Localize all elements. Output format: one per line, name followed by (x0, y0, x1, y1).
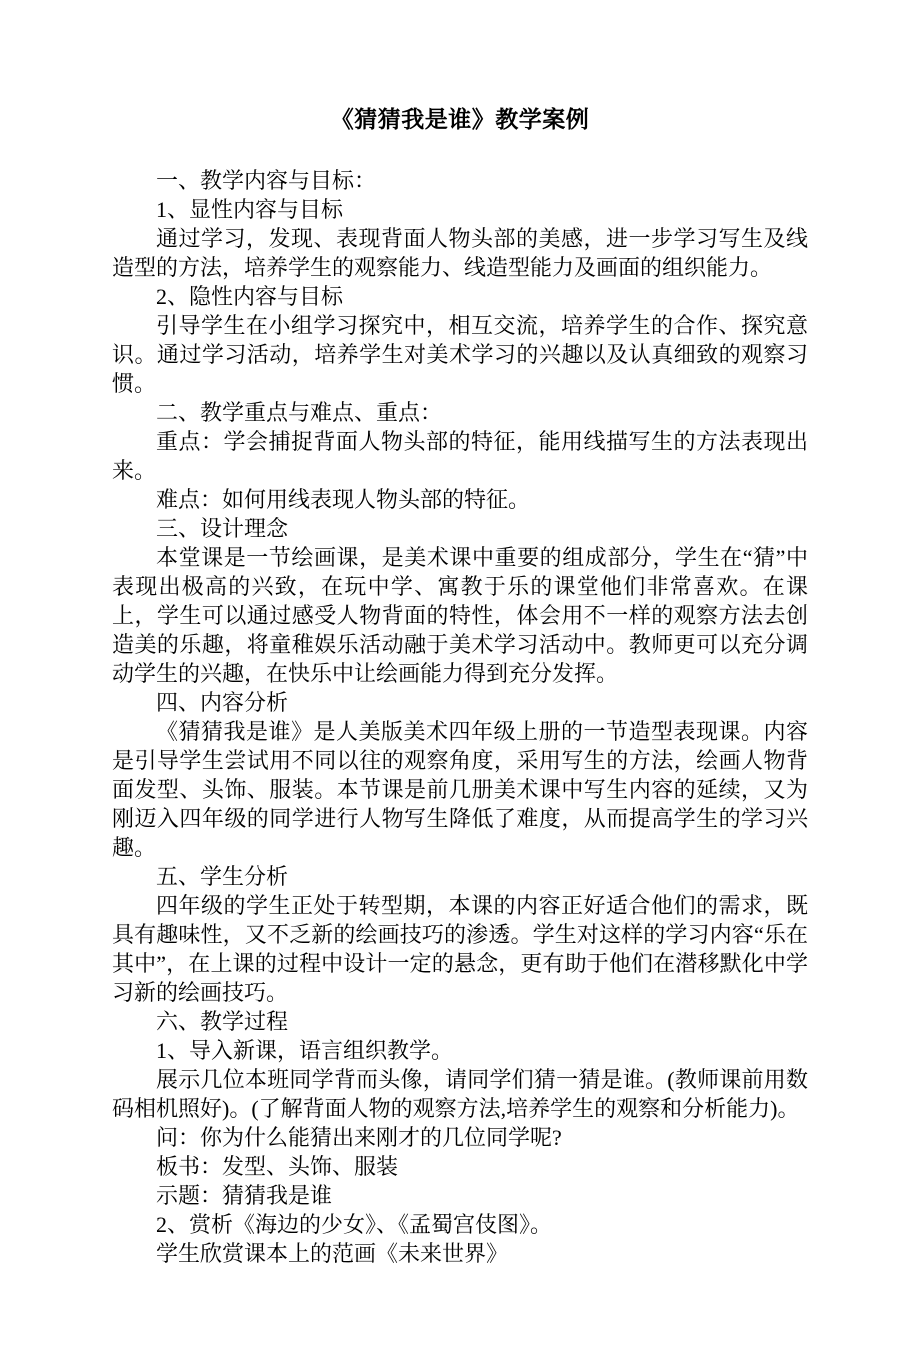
paragraph: 板书：发型、头饰、服装 (156, 1154, 399, 1179)
paragraph: 2、赏析《海边的少女》、《孟蜀宫伎图》。 (156, 1212, 553, 1237)
paragraph: 通过学习，发现、表现背面人物头部的美感，进一步学习写生及线造型的方法，培养学生的观察能力、线造型能力及画面的组织能力。 (112, 226, 808, 280)
document-title: 《猜猜我是谁》教学案例 (330, 107, 590, 132)
paragraph: 1、导入新课，语言组织教学。 (156, 1038, 454, 1063)
paragraph: 示题：猜猜我是谁 (156, 1183, 333, 1208)
paragraph: 六、教学过程 (156, 1009, 289, 1034)
paragraph: 1、显性内容与目标 (156, 197, 344, 222)
paragraph: 本堂课是一节绘画课，是美术课中重要的组成部分，学生在“猜”中表现出极高的兴致，在玩中学、寓教于乐的课堂他们非常喜欢。在课上，学生可以通过感受人物背面的特性，体会用不一样的观察方法去创造美的乐趣，将童稚娱乐活动融于美术学习活动中。教师更可以充分调动学生的兴趣，在快乐中让绘画能力得到充分发挥。 (112, 545, 808, 686)
paragraph: 五、学生分析 (156, 864, 289, 889)
paragraph: 重点：学会捕捉背面人物头部的特征，能用线描写生的方法表现出来。 (112, 429, 808, 483)
paragraph: 四、内容分析 (156, 690, 289, 715)
paragraph: 三、设计理念 (156, 516, 289, 541)
paragraph: 《猜猜我是谁》是人美版美术四年级上册的一节造型表现课。内容是引导学生尝试用不同以往的观察角度，采用写生的方法，绘画人物背面发型、头饰、服装。本节课是前几册美术课中写生内容的延续，又为刚迈入四年级的同学进行人物写生降低了难度，从而提高学生的学习兴趣。 (112, 719, 808, 860)
paragraph: 一、教学内容与目标： (156, 168, 377, 193)
paragraph: 难点：如何用线表现人物头部的特征。 (156, 487, 531, 512)
paragraph: 学生欣赏课本上的范画《未来世界》 (156, 1241, 509, 1266)
document-body (112, 166, 808, 1268)
paragraph: 问：你为什么能猜出来刚才的几位同学呢? (156, 1125, 562, 1150)
paragraph: 四年级的学生正处于转型期，本课的内容正好适合他们的需求，既具有趣味性，又不乏新的绘画技巧的渗透。学生对这样的学习内容“乐在其中”，在上课的过程中设计一定的悬念，更有助于他们在潜移默化中学习新的绘画技巧。 (112, 893, 808, 1005)
paragraph: 二、教学重点与难点、重点： (156, 400, 443, 425)
paragraph: 引导学生在小组学习探究中，相互交流，培养学生的合作、探究意识。通过学习活动，培养学生对美术学习的兴趣以及认真细致的观察习惯。 (112, 313, 808, 396)
paragraph: 2、隐性内容与目标 (156, 284, 344, 309)
paragraph: 展示几位本班同学背而头像，请同学们猜一猜是谁。(教师课前用数码相机照好)。(了解背面人物的观察方法,培养学生的观察和分析能力)。 (112, 1067, 808, 1121)
